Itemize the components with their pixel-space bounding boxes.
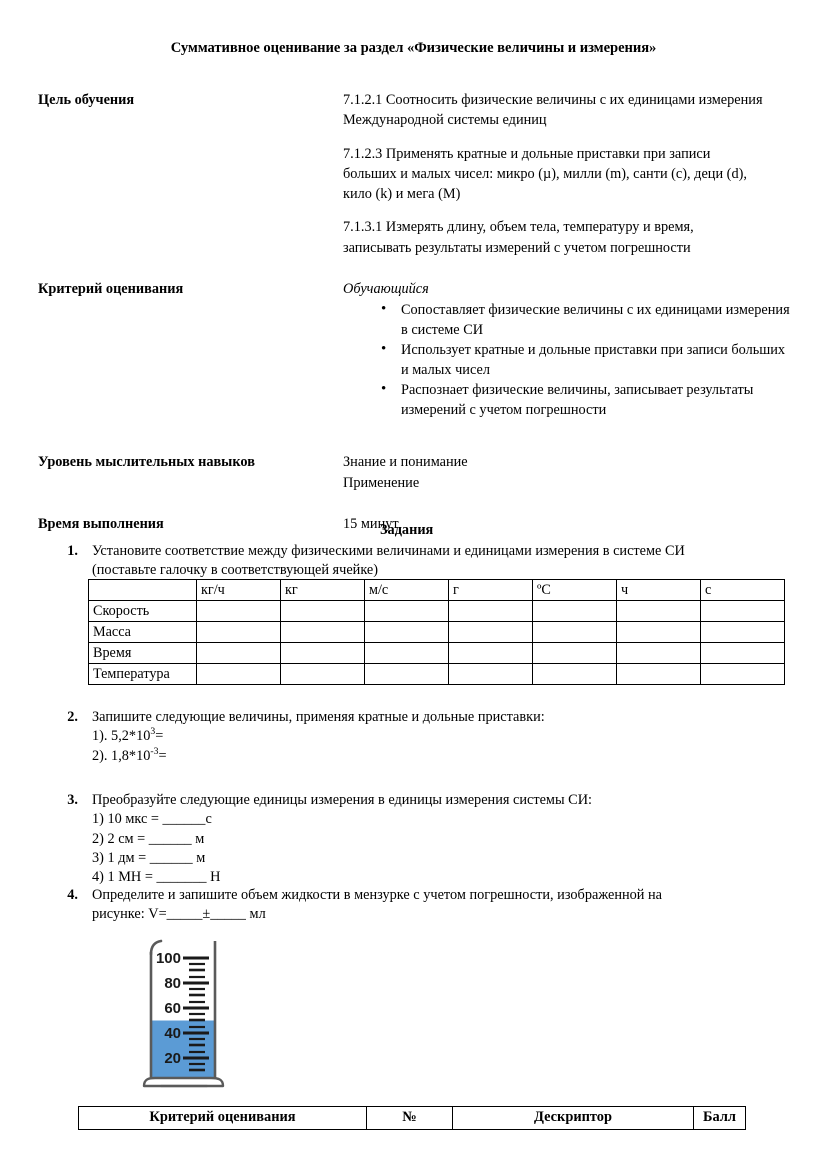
matching-cell[interactable] [533,601,617,622]
thinking-skill-item: Знание и понимание [343,454,468,471]
measuring-cylinder-figure [139,936,231,1101]
assessment-meta [38,90,790,534]
tasks-heading: Задания [380,522,434,538]
table-row [89,622,785,643]
matching-cell[interactable] [197,622,281,643]
matching-table-col-header [89,580,197,601]
task-2-sub-exponent: 3 [150,726,156,738]
matching-cell[interactable] [701,601,785,622]
matching-cell[interactable] [449,643,533,664]
matching-cell[interactable] [281,601,365,622]
matching-cell[interactable] [449,601,533,622]
criteria-list [343,300,790,420]
page-title: Суммативное оценивание за раздел «Физические величины и измерения» [170,40,657,56]
matching-table-col-header: кг/ч [197,580,281,601]
matching-cell[interactable] [281,664,365,685]
matching-cell[interactable] [617,601,701,622]
task-2-sub-item [92,727,796,746]
matching-cell[interactable] [197,664,281,685]
assessment-criteria-values [343,279,790,420]
task-2-sub-exponent: -3 [150,745,159,757]
table-row [89,664,785,685]
matching-table-col-header: м/с [365,580,449,601]
cylinder-scale-label: 20 [164,1050,181,1067]
matching-cell[interactable] [701,622,785,643]
matching-table-row-label: Скорость [89,601,197,622]
matching-table-header-row [89,580,785,601]
task-3-sub-item: 4) 1 МН = _______ Н [92,869,221,886]
task-2-sub-suffix: = [155,728,164,745]
task-4-text-line2: рисунке: V=_____±_____ мл [92,906,266,923]
cylinder-scale-label: 80 [164,975,181,992]
learning-objective-values [343,90,790,258]
cylinder-scale-label: 100 [155,950,181,967]
cylinder-liquid [151,1021,215,1079]
task-4-number: 4. [67,887,78,903]
task-1 [56,542,796,581]
task-3-text: Преобразуйте следующие единицы измерения в единицы измерения системы СИ: [92,792,592,808]
criteria-table-col-header-score: Балл [694,1107,746,1130]
learning-objective-row [38,90,790,258]
criteria-list-item: • Распознает физические величины, записывает результаты измерений с учетом погрешности [381,380,790,420]
matching-cell[interactable] [617,664,701,685]
task-3-sub-item: 3) 1 дм = ______ м [92,849,206,866]
matching-cell[interactable] [365,601,449,622]
matching-cell[interactable] [281,643,365,664]
matching-cell[interactable] [701,643,785,664]
matching-cell[interactable] [449,664,533,685]
criteria-lead: Обучающийся [343,281,429,298]
duration-value: 15 минут [343,516,399,533]
matching-table-col-header: с [701,580,785,601]
criteria-table-header-row [79,1107,746,1130]
matching-cell[interactable] [449,622,533,643]
objective-item: 7.1.3.1 Измерять длину, объем тела, температуру и время, записывать результаты измерений с учетом погрешности [343,219,694,256]
criteria-table-col-header-number: № [367,1107,453,1130]
thinking-skills-values [343,452,790,493]
matching-table-row-label: Время [89,643,197,664]
criteria-table [78,1106,746,1130]
task-3-number: 3. [67,792,78,808]
task-2 [56,708,796,766]
matching-table [88,579,785,685]
matching-cell[interactable] [197,643,281,664]
matching-table-col-header: кг [281,580,365,601]
task-4 [56,886,796,925]
criteria-table-col-header-descriptor: Дескриптор [453,1107,694,1130]
matching-table-col-header: ч [617,580,701,601]
task-2-text: Запишите следующие величины, применяя кратные и дольные приставки: [92,709,545,725]
task-2-number: 2. [67,709,78,725]
matching-cell[interactable] [197,601,281,622]
task-1-text-line1: Установите соответствие между физическими величинами и единицами измерения в системе СИ [92,543,685,559]
task-1-number: 1. [67,543,78,559]
assessment-criteria-row [38,279,790,420]
task-2-body [92,708,796,766]
matching-table-wrapper [88,579,785,685]
task-2-sub-item [92,747,796,766]
thinking-skill-item: Применение [343,474,420,491]
task-3-sub-item: 2) 2 см = ______ м [92,830,205,847]
matching-cell[interactable] [365,622,449,643]
criteria-list-item: • Использует кратные и дольные приставки при записи больших и малых чисел [381,340,790,380]
task-1-text-line2: (поставьте галочку в соответствующей ячейке) [92,562,379,579]
task-3-sub-item: 1) 10 мкс = ______с [92,811,212,828]
thinking-skills-row [38,452,790,493]
matching-table-row-label: Температура [89,664,197,685]
matching-cell[interactable] [281,622,365,643]
cylinder-scale-label: 40 [164,1025,181,1042]
matching-cell[interactable] [617,622,701,643]
thinking-skills-label: Уровень мыслительных навыков [38,454,255,471]
task-2-sub-prefix: 2). 1,8*10 [92,747,151,764]
matching-table-row-label: Масса [89,622,197,643]
matching-cell[interactable] [365,643,449,664]
matching-table-col-header: ºC [533,580,617,601]
criteria-table-col-header-criterion: Критерий оценивания [79,1107,367,1130]
matching-cell[interactable] [533,643,617,664]
table-row [89,643,785,664]
task-2-sub-prefix: 1). 5,2*10 [92,728,151,745]
matching-cell[interactable] [533,622,617,643]
objective-item: 7.1.2.1 Соотносить физические величины с их единицами измерения Международной системы единиц [343,92,763,129]
learning-objective-label: Цель обучения [38,92,135,108]
matching-cell[interactable] [617,643,701,664]
table-row [89,601,785,622]
task-3 [56,791,796,887]
task-4-text-line1: Определите и запишите объем жидкости в мензурке с учетом погрешности, изображенной на [92,887,663,903]
assessment-criteria-label: Критерий оценивания [38,281,184,298]
matching-cell[interactable] [533,664,617,685]
measuring-cylinder-icon [139,936,231,1094]
task-4-body [92,886,796,925]
task-2-sub-suffix: = [158,747,167,764]
matching-cell[interactable] [701,664,785,685]
task-3-body [92,791,796,887]
cylinder-scale-label: 60 [164,1000,181,1017]
criteria-table-wrapper [78,1106,746,1130]
criteria-list-item: • Сопоставляет физические величины с их единицами измерения в системе СИ [381,300,790,340]
matching-cell[interactable] [365,664,449,685]
task-1-body [92,542,796,581]
matching-table-col-header: г [449,580,533,601]
objective-item: 7.1.2.3 Применять кратные и дольные приставки при записи больших и малых чисел: микро (µ), милли (m), санти (c), деци (d), кило (k) и мега (M) [343,145,747,203]
duration-label: Время выполнения [38,516,164,533]
